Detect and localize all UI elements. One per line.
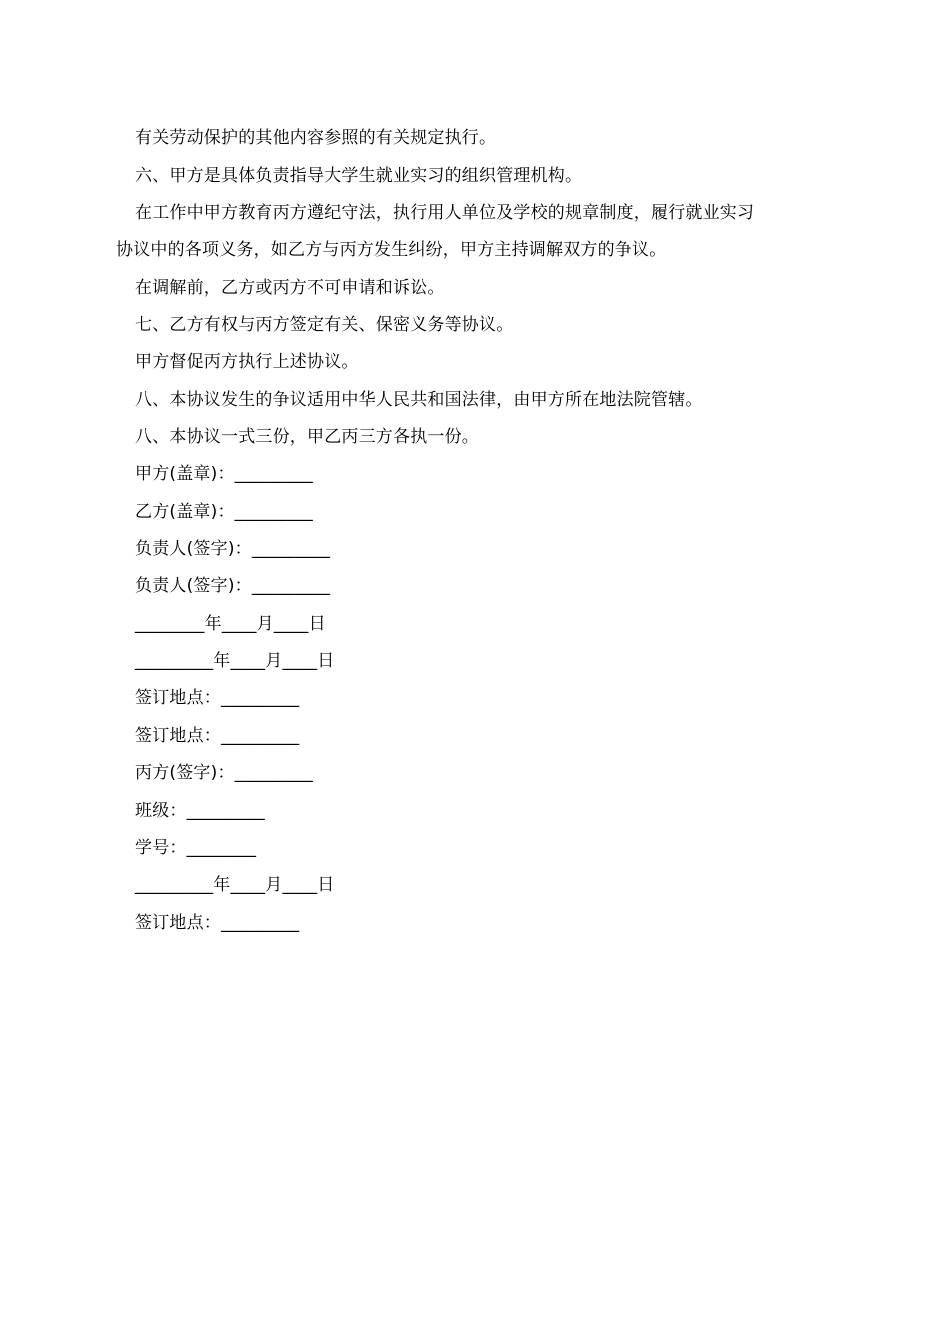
signing-place-field-2: 签订地点：_________ [135,726,300,746]
clause-eight-copies: 八、本协议一式三份，甲乙丙三方各执一份。 [135,427,479,447]
date-field-1: ________年____月____日 [135,614,326,634]
responsible-person-signature-1: 负责人(签字)：_________ [135,539,331,559]
paragraph-work-education-line1: 在工作中甲方教育丙方遵纪守法，执行用人单位及学校的规章制度，履行就业实习 [135,203,755,223]
party-c-signature-field: 丙方(签字)：_________ [135,763,313,783]
clause-seven: 七、乙方有权与丙方签定有关、保密义务等协议。 [135,315,514,335]
party-a-seal-field: 甲方(盖章)：_________ [135,464,313,484]
paragraph-labor-protection: 有关劳动保护的其他内容参照的有关规定执行。 [135,128,497,148]
paragraph-mediation: 在调解前，乙方或丙方不可申请和诉讼。 [135,278,445,298]
signing-place-field-1: 签订地点：_________ [135,688,300,708]
clause-eight-law: 八、本协议发生的争议适用中华人民共和国法律，由甲方所在地法院管辖。 [135,390,703,410]
paragraph-work-education-line2: 协议中的各项义务，如乙方与丙方发生纠纷，甲方主持调解双方的争议。 [116,240,667,260]
student-number-field: 学号：________ [135,838,257,858]
party-b-seal-field: 乙方(盖章)：_________ [135,502,313,522]
date-field-2: _________年____月____日 [135,651,335,671]
responsible-person-signature-2: 负责人(签字)：_________ [135,576,331,596]
date-field-3: _________年____月____日 [135,875,335,895]
signing-place-field-3: 签订地点：_________ [135,913,300,933]
clause-six: 六、甲方是具体负责指导大学生就业实习的组织管理机构。 [135,166,583,186]
class-field: 班级：_________ [135,801,265,821]
paragraph-supervise: 甲方督促丙方执行上述协议。 [135,352,359,372]
